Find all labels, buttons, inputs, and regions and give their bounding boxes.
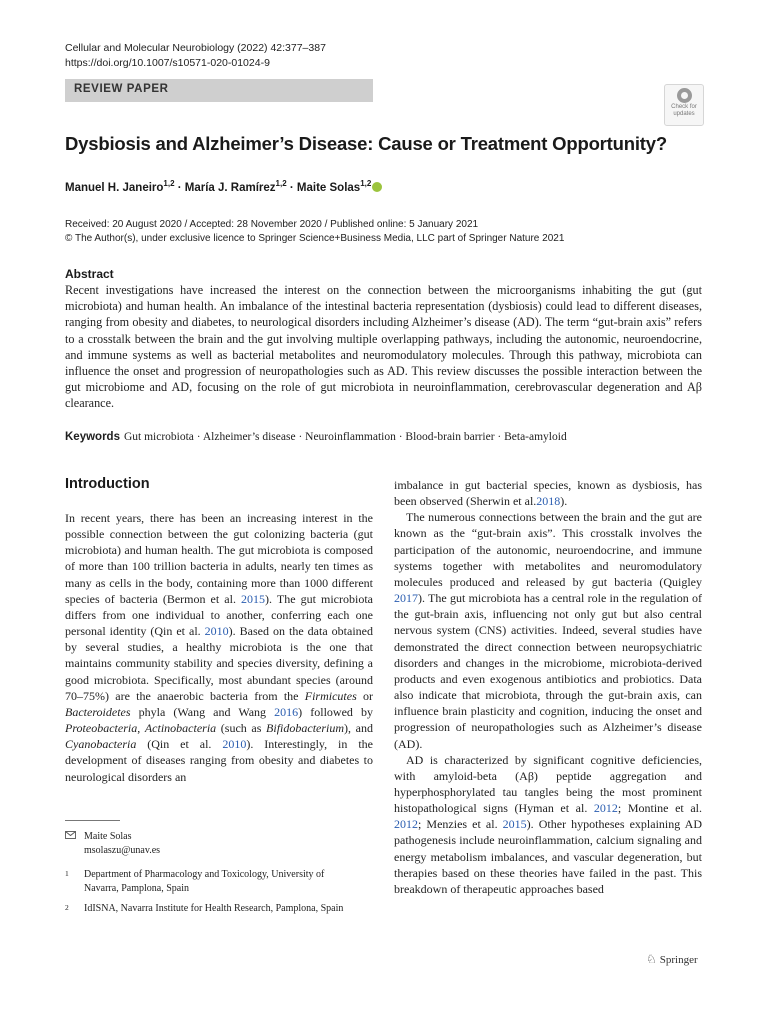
- paragraph: [394, 477, 702, 509]
- text-run: In recent years, there has been an increasing interest in the possible connection between the gut colonizing bacteria (gut microbiota) and human health. The gut microbiota is composed of more than 100 trillion bacteria in adults, nearly ten times as many as cells in the body, containing more than 1000 different species of bacteria (Bermon et al.: [65, 511, 373, 606]
- text-run: ), and: [344, 721, 373, 736]
- author-affiliation: 1,2: [360, 179, 372, 188]
- text-run: ; Menzies et al.: [418, 817, 503, 832]
- affiliation-footnote: [65, 868, 365, 895]
- affiliation-text: Department of Pharmacology and Toxicology, University of Navarra, Pamplona, Spain: [84, 869, 325, 894]
- corresponding-author: [65, 830, 160, 857]
- citation-link[interactable]: 2012: [593, 801, 618, 816]
- text-run: ,: [137, 721, 145, 736]
- paragraph: [394, 752, 702, 897]
- citation-link[interactable]: 2016: [274, 704, 299, 719]
- author-affiliation: 1,2: [163, 179, 175, 188]
- taxon-name: Firmicutes: [304, 688, 357, 703]
- text-run: AD is characterized by significant cognitive deficiencies, with amyloid-beta (Aβ) peptide aggregation and hyperphosphorylated tau tangles being the most prominent histopathological signs (Hyman et al.: [394, 752, 702, 816]
- taxon-name: Bacteroidetes: [65, 704, 131, 719]
- article-type-label: REVIEW PAPER: [74, 83, 169, 95]
- taxon-name: Proteobacteria: [65, 721, 138, 736]
- check-for-updates-icon: [677, 88, 692, 103]
- taxon-name: Cyanobacteria: [65, 737, 137, 752]
- journal-line: Cellular and Molecular Neurobiology (2022) 42:377–387: [65, 42, 326, 54]
- author-separator: ·: [174, 181, 185, 194]
- footnote-number: 2: [65, 903, 69, 912]
- text-run: ).: [560, 494, 568, 509]
- doi-link[interactable]: https://doi.org/10.1007/s10571-020-01024-9: [65, 56, 270, 69]
- taxon-name: Actinobacteria: [144, 721, 217, 736]
- citation-link[interactable]: 2015: [502, 817, 527, 832]
- author-affiliation: 1,2: [275, 179, 287, 188]
- copyright-line: © The Author(s), under exclusive licence to Springer Science+Business Media, LLC part of Springer Nature 2021: [65, 233, 565, 244]
- text-run: ). Interestingly, in the development of diseases ranging from obesity and diabetes to neurological disorders an: [65, 737, 373, 784]
- abstract-text: Recent investigations have increased the interest on the connection between the microorganisms inhabiting the gut (gut microbiota) and human health. An imbalance of the intestinal bacteria representation (dysbiosis) could lead to different diseases, ranging from obesity and diabetes, to neurological disorders including Alzheimer’s disease (AD). The term “gut-brain axis” refers to a crosstalk between the brain and the gut involving multiple overlapping pathways, including the autonomic, neuroendocrine, and immune systems as well as bacterial metabolites and neuromodulatory molecules. Through this pathway, microbiota can influence the onset and progression of neuropathologies such as AD. This review discusses the possible interaction between the gut microbiome and AD, focusing on the role of gut microbiota in neuroinflammation, cerebrovascular degeneration and Aβ clearance.: [65, 283, 702, 411]
- text-run: phyla (Wang and Wang: [130, 704, 275, 719]
- author-list: [65, 179, 382, 194]
- section-heading: Introduction: [65, 476, 150, 492]
- text-run: The numerous connections between the brain and the gut are known as the “gut-brain axis”. This crosstalk involves the participation of the autonomic, neuroendocrine, and immune systems together with metabolites and neuromodulatory molecules produced and released by gut bacteria (Quigley: [394, 510, 702, 589]
- dates-line: Received: 20 August 2020 / Accepted: 28 November 2020 / Published online: 5 January 2021: [65, 219, 479, 230]
- body-column-right: [394, 477, 702, 897]
- check-for-updates-badge[interactable]: [664, 84, 704, 126]
- author-separator: ·: [286, 181, 297, 194]
- publisher-mark: [646, 952, 698, 967]
- text-run: (Qin et al.: [136, 737, 223, 752]
- text-run: or: [356, 688, 374, 703]
- text-run: ). The gut microbiota differs from one individual to another, conferring each one personal identity (Qin et al.: [65, 591, 373, 639]
- journal-citation: [65, 41, 326, 70]
- abstract-heading: Abstract: [65, 267, 114, 281]
- citation-link[interactable]: 2018: [536, 494, 561, 509]
- taxon-name: Bifidobacterium: [266, 721, 345, 736]
- text-run: (such as: [216, 721, 267, 736]
- corresponding-author-name: Maite Solas: [84, 831, 132, 842]
- citation-link[interactable]: 2015: [241, 591, 266, 606]
- paper-title: Dysbiosis and Alzheimer’s Disease: Cause or Treatment Opportunity?: [65, 133, 667, 154]
- author-name: Maite Solas: [296, 181, 361, 194]
- affiliation-text: IdISNA, Navarra Institute for Health Research, Pamplona, Spain: [84, 903, 344, 914]
- corresponding-author-email[interactable]: msolaszu@unav.es: [84, 844, 161, 856]
- paragraph: [65, 510, 373, 785]
- publisher-name: Springer: [659, 954, 698, 966]
- publication-info: [65, 218, 564, 246]
- affiliation-footnote: [65, 902, 365, 916]
- footnote-number: 1: [65, 869, 69, 878]
- citation-link[interactable]: 2017: [394, 591, 418, 606]
- body-column-left: [65, 510, 373, 785]
- keywords-list: Gut microbiota · Alzheimer’s disease · Neuroinflammation · Blood-brain barrier · Beta-amyloid: [123, 431, 567, 443]
- text-run: ). The gut microbiota has a central role in the regulation of the gut-brain axis, influencing not only gut but also central nervous system (CNS) activities. Indeed, several studies have demonstrated the direct connection between neuropsychiatric disorders and changes in the microbiome, microbiota-derived products and even exogenous antibiotics and probiotics. Data also indicate that microbiota, through the gut-brain axis, can influence brain plasticity and cognition, inducing the onset and progression of neuropathologies such as Alzheimer’s disease (AD).: [394, 591, 702, 751]
- text-run: ). Based on the data obtained by several studies, a healthy microbiota is the one that maintains community stability and species diversity, defining a good microbiota. Specifically, most abundant species (around 70–75%) are the anaerobic bacteria from the: [65, 624, 373, 703]
- envelope-icon: [65, 830, 77, 844]
- badge-text-line2: updates: [673, 110, 695, 117]
- citation-link[interactable]: 2010: [222, 737, 247, 752]
- keywords: [65, 431, 567, 443]
- text-run: ). Other hypotheses explaining AD pathogenesis include neuroinflammation, calcium signaling and energy metabolism imbalances, and vascular degeneration, but therapies based on these theories have failed in the past. This breakdown of therapeutic approaches based: [394, 817, 702, 896]
- footnote-divider: [65, 820, 120, 821]
- citation-link[interactable]: 2012: [394, 817, 418, 832]
- badge-text-line1: Check for: [671, 104, 697, 110]
- springer-horse-icon: ♘: [646, 952, 657, 966]
- text-run: ) followed by: [298, 704, 373, 719]
- author-name: María J. Ramírez: [184, 181, 276, 194]
- keywords-label: Keywords: [65, 431, 120, 443]
- paragraph: [394, 509, 702, 751]
- text-run: ; Montine et al.: [617, 801, 703, 816]
- citation-link[interactable]: 2010: [204, 624, 229, 639]
- text-run: imbalance in gut bacterial species, known as dysbiosis, has been observed (Sherwin et al.: [394, 478, 702, 509]
- orcid-icon[interactable]: [372, 182, 382, 192]
- article-type-band: [65, 79, 373, 102]
- author-name: Manuel H. Janeiro: [65, 181, 164, 194]
